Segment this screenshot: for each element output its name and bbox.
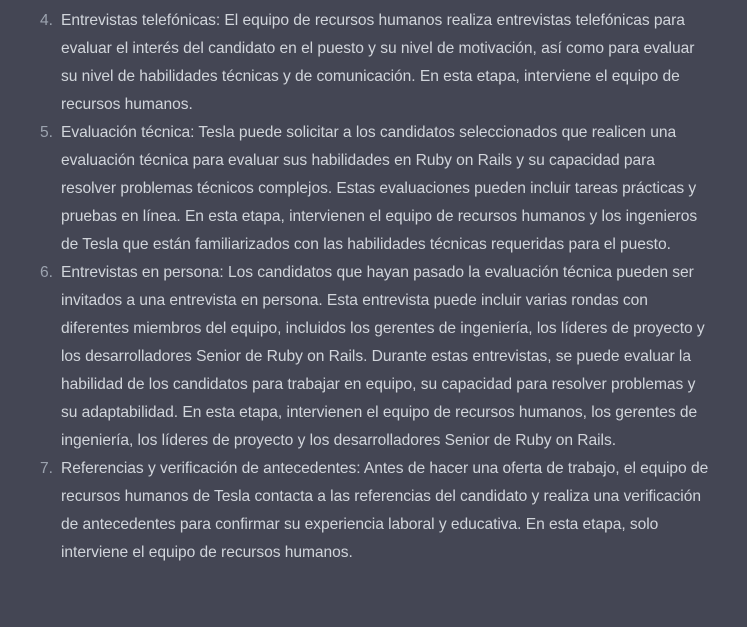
list-item-number: 6. xyxy=(40,264,54,281)
list-item xyxy=(0,455,747,567)
list-item xyxy=(0,7,747,119)
list-item-number: 4. xyxy=(40,12,54,29)
list-item-text: Referencias y verificación de antecedentes: Antes de hacer una oferta de trabajo, el equipo de recursos humanos de Tesla contacta a las referencias del candidato y realiza una verificación de antecedentes para confirmar su experiencia laboral y educativa. En esta etapa, solo interviene el equipo de recursos humanos. xyxy=(61,460,709,561)
list-item-text: Entrevistas telefónicas: El equipo de recursos humanos realiza entrevistas telefónicas para evaluar el interés del candidato en el puesto y su nivel de motivación, así como para evaluar su nivel de habilidades técnicas y de comunicación. En esta etapa, interviene el equipo de recursos humanos. xyxy=(61,12,695,113)
list-item-number: 7. xyxy=(40,460,54,477)
list-item-number: 5. xyxy=(40,124,54,141)
hiring-steps-list xyxy=(0,7,747,567)
list-item-text: Entrevistas en persona: Los candidatos que hayan pasado la evaluación técnica pueden ser invitados a una entrevista en persona. Esta entrevista puede incluir varias rondas con diferentes miembros del equipo, incluidos los gerentes de ingeniería, los líderes de proyecto y los desarrolladores Senior de Ruby on Rails. Durante estas entrevistas, se puede evaluar la habilidad de los candidatos para trabajar en equipo, su capacidad para resolver problemas y su adaptabilidad. En esta etapa, intervienen el equipo de recursos humanos, los gerentes de ingeniería, los líderes de proyecto y los desarrolladores Senior de Ruby on Rails. xyxy=(61,264,705,449)
list-item xyxy=(0,259,747,455)
list-item-text: Evaluación técnica: Tesla puede solicitar a los candidatos seleccionados que realicen una evaluación técnica para evaluar sus habilidades en Ruby on Rails y su capacidad para resolver problemas técnicos complejos. Estas evaluaciones pueden incluir tareas prácticas y pruebas en línea. En esta etapa, intervienen el equipo de recursos humanos y los ingenieros de Tesla que están familiarizados con las habilidades técnicas requeridas para el puesto. xyxy=(61,124,698,253)
list-item xyxy=(0,119,747,259)
